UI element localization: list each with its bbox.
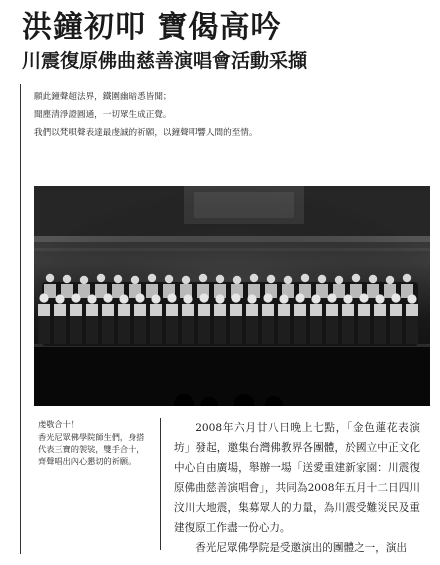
poem-line: 願此鐘聲超法界，鐵圍幽暗悉皆聞； — [34, 92, 172, 102]
column-divider-rule — [160, 418, 161, 550]
article-paragraph: 香光尼眾佛學院是受邀演出的團體之一，演出 — [195, 542, 408, 554]
caption-heading: 虔敬合十！ — [38, 419, 79, 429]
poem-line: 我們以梵唄聲表達最虔誠的祈願，以鐘聲叩響人間的至情。 — [34, 128, 258, 138]
page-subtitle: 川震復原佛曲慈善演唱會活動采擷 — [22, 50, 308, 72]
left-vertical-rule — [20, 84, 21, 554]
page-title: 洪鐘初叩 寶偈高吟 — [22, 10, 282, 45]
photo-caption — [38, 418, 152, 467]
article-paragraph: 2008年六月廿八日晚上七點，「金色蓮花表演坊」發起，邀集台灣佛教界各團體，於國立中正文化中心自由廣場，舉辦一場「送愛重建新家園：川震復原佛曲慈善演唱會」，共同為2008年五月十二日四川汶川大地震，集募眾人的力量，為川震受難災民及重建復原工作盡一份心力。 — [174, 422, 420, 534]
poem-block — [34, 88, 257, 142]
poem-line: 聞塵清淨證圓通，一切眾生成正覺。 — [34, 110, 172, 120]
concert-photo — [34, 186, 430, 406]
article-body — [174, 418, 420, 558]
caption-text: 香光尼眾佛學院師生們，身搭代表三寶的袈裟，雙手合十，齊聲唱出內心懇切的祈願。 — [38, 432, 145, 466]
choir-on-stage-photo — [34, 186, 430, 406]
